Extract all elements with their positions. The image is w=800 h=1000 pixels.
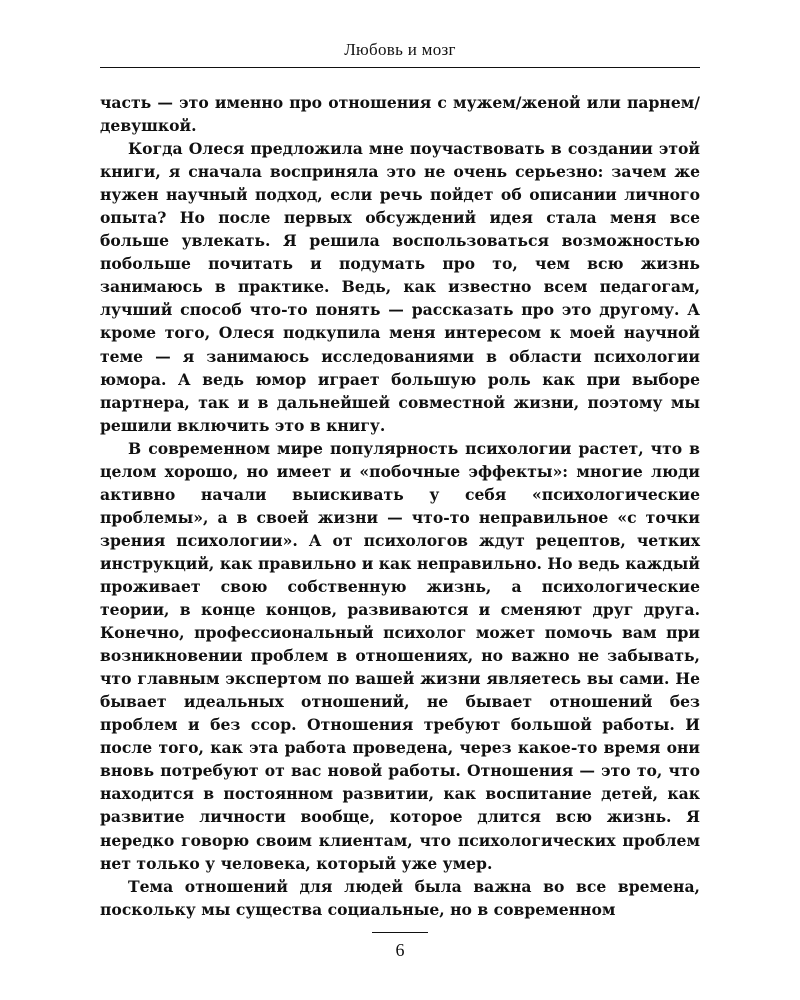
paragraph: Тема отношений для людей была важна во все времена, поскольку мы существа социальные, но в современном bbox=[100, 876, 700, 919]
footer-rule bbox=[372, 932, 428, 933]
page-number: 6 bbox=[395, 940, 405, 960]
paragraph-continuation: часть — это именно про отношения с мужем/женой или парнем/девушкой. bbox=[100, 93, 700, 136]
running-head-title: Любовь и мозг bbox=[344, 40, 456, 59]
body-text bbox=[100, 91, 700, 921]
header-rule bbox=[100, 67, 700, 68]
paragraph: Когда Олеся предложила мне поучаствовать в создании этой книги, я сначала восприняла это не очень серьезно: зачем же нужен научный подход, если речь пойдет об описании личного опыта? Но после первых обсуждений идея стала меня все больше увлекать. Я решила воспользоваться возможностью побольше почитать и подумать про то, чем всю жизнь занимаюсь в практике. Ведь, как известно всем педагогам, лучший способ что-то понять — рассказать про это другому. А кроме того, Олеся подкупила меня интересом к моей научной теме — я занимаюсь исследованиями в области психологии юмора. А ведь юмор играет большую роль как при выборе партнера, так и в дальнейшей совместной жизни, поэтому мы решили включить это в книгу. bbox=[100, 139, 700, 435]
paragraph: В современном мире популярность психологии растет, что в целом хорошо, но имеет и «побочные эффекты»: многие люди активно начали выискивать у себя «психологические проблемы», а в своей жизни — что-то неправильное «с точки зрения психологии». А от психологов ждут рецептов, четких инструкций, как правильно и как неправильно. Но ведь каждый проживает свою собственную жизнь, а психологические теории, в конце концов, развиваются и сменяют друг друга. Конечно, профессиональный психолог может помочь вам при возникновении проблем в отношениях, но важно не забывать, что главным экспертом по вашей жизни являетесь вы сами. Не бывает идеальных отношений, не бывает отношений без проблем и без ссор. Отношения требуют большой работы. И после того, как эта работа проведена, через какое-то время они вновь потребуют от вас новой работы. Отношения — это то, что находится в постоянном развитии, как воспитание детей, как развитие личности вообще, которое длится всю жизнь. Я нередко говорю своим клиентам, что психологических проблем нет только у человека, который уже умер. bbox=[100, 438, 700, 873]
